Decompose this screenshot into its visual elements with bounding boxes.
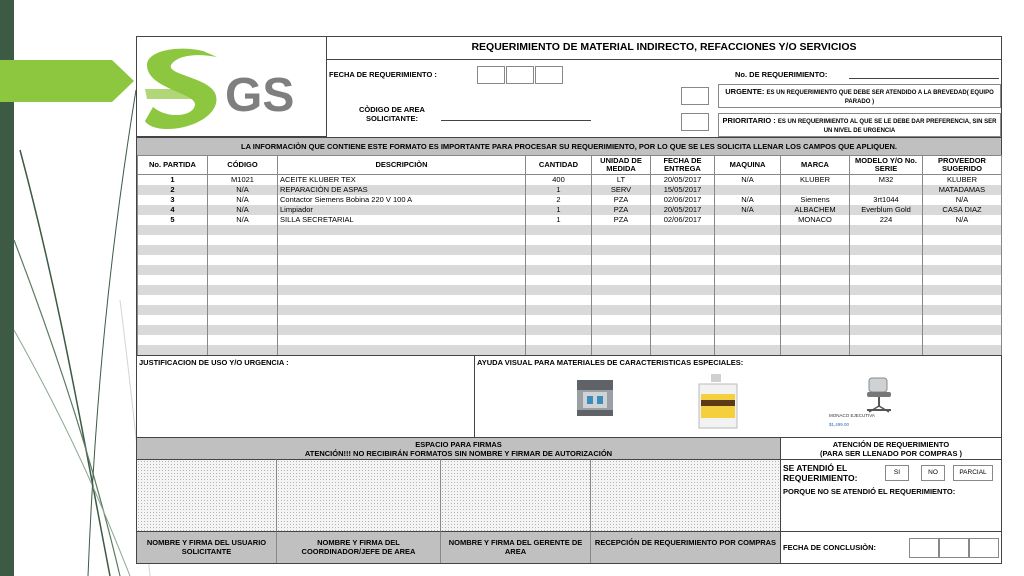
proveedor-cell[interactable]	[923, 235, 1002, 245]
prioritario-desc: ES UN REQUERIMIENTO AL QUE SE LE DEBE DAR PREFERENCIA, SIN SER UN NIVEL DE URGENCIA	[777, 119, 997, 134]
fecha-cell[interactable]	[651, 335, 715, 345]
partida-cell[interactable]	[138, 285, 208, 295]
sig-label-coordinador: NOMBRE Y FIRMA DEL COORDINADOR/JEFE DE AREA	[277, 531, 441, 563]
modelo-cell[interactable]	[850, 285, 923, 295]
partida-cell[interactable]: 3	[138, 195, 208, 205]
descripcion-cell[interactable]	[278, 225, 526, 235]
proveedor-cell[interactable]	[923, 265, 1002, 275]
modelo-cell[interactable]: 224	[850, 215, 923, 225]
option-parcial[interactable]: PARCIAL	[953, 465, 993, 481]
unidad-cell[interactable]	[592, 345, 651, 355]
maquina-cell[interactable]	[715, 315, 781, 325]
maquina-cell[interactable]	[715, 185, 781, 195]
cantidad-cell[interactable]	[526, 335, 592, 345]
maquina-cell[interactable]	[715, 295, 781, 305]
modelo-cell[interactable]	[850, 235, 923, 245]
maquina-cell[interactable]	[715, 275, 781, 285]
unidad-cell[interactable]	[592, 265, 651, 275]
table-row	[138, 205, 1002, 215]
maquina-cell[interactable]	[715, 285, 781, 295]
marca-cell[interactable]: ALBACHEM	[781, 205, 850, 215]
marca-cell[interactable]	[781, 335, 850, 345]
logo-text: GS	[225, 69, 295, 122]
se-atendio-row	[781, 459, 1001, 485]
sig-label-solicitante: NOMBRE Y FIRMA DEL USUARIO SOLICITANTE	[137, 531, 277, 563]
modelo-cell[interactable]	[850, 185, 923, 195]
cantidad-cell[interactable]: 1	[526, 205, 592, 215]
decorative-arrow-tip	[112, 60, 134, 102]
ayuda-visual-label: AYUDA VISUAL PARA MATERIALES DE CARACTERISTICAS ESPECIALES:	[477, 358, 744, 367]
product-price: $1,499.00	[829, 422, 850, 427]
partida-cell[interactable]	[138, 345, 208, 355]
signature-box-solicitante[interactable]	[137, 459, 277, 531]
partida-cell[interactable]	[138, 335, 208, 345]
cantidad-cell[interactable]: 2	[526, 195, 592, 205]
table-row	[138, 235, 1002, 245]
modelo-cell[interactable]	[850, 245, 923, 255]
proveedor-cell[interactable]	[923, 345, 1002, 355]
fecha-cell[interactable]	[651, 235, 715, 245]
requisition-form	[136, 36, 1002, 564]
fecha-cell[interactable]: 02/06/2017	[651, 195, 715, 205]
signature-box-compras[interactable]	[591, 459, 781, 531]
table-row	[138, 285, 1002, 295]
table-row	[138, 225, 1002, 235]
marca-cell[interactable]	[781, 315, 850, 325]
urgente-checkbox[interactable]	[681, 87, 709, 105]
partida-cell[interactable]: 1	[138, 175, 208, 186]
maquina-cell[interactable]	[715, 245, 781, 255]
proveedor-cell[interactable]: N/A	[923, 195, 1002, 205]
codigo-area-input[interactable]	[441, 120, 591, 121]
modelo-cell[interactable]	[850, 325, 923, 335]
codigo-cell[interactable]	[208, 265, 278, 275]
proveedor-cell[interactable]	[923, 325, 1002, 335]
divider	[327, 59, 1001, 60]
unidad-cell[interactable]	[592, 235, 651, 245]
cantidad-cell[interactable]	[526, 295, 592, 305]
descripcion-cell[interactable]	[278, 235, 526, 245]
unidad-cell[interactable]	[592, 225, 651, 235]
firmas-title: ESPACIO PARA FIRMAS	[415, 440, 502, 449]
codigo-cell[interactable]	[208, 255, 278, 265]
table-row	[138, 275, 1002, 285]
urgente-desc: ES UN REQUERIMIENTO QUE DEBE SER ATENDIDO A LA BREVEDAD( EQUIPO PARADO )	[766, 90, 994, 105]
partida-cell[interactable]: 5	[138, 215, 208, 225]
marca-cell[interactable]	[781, 305, 850, 315]
table-row	[138, 265, 1002, 275]
partida-cell[interactable]	[138, 265, 208, 275]
modelo-cell[interactable]	[850, 305, 923, 315]
modelo-cell[interactable]	[850, 315, 923, 325]
descripcion-cell[interactable]	[278, 265, 526, 275]
sig-label-gerente: NOMBRE Y FIRMA DEL GERENTE DE AREA	[441, 531, 591, 563]
form-title: REQUERIMIENTO DE MATERIAL INDIRECTO, REFACCIONES Y/O SERVICIOS	[471, 41, 857, 53]
fecha-cell[interactable]	[651, 315, 715, 325]
partida-cell[interactable]	[138, 245, 208, 255]
atencion-title: ATENCIÓN DE REQUERIMIENTO	[832, 440, 950, 449]
codigo-cell[interactable]	[208, 225, 278, 235]
table-row	[138, 175, 1002, 186]
modelo-cell[interactable]	[850, 255, 923, 265]
conclusion-day-input[interactable]	[909, 538, 939, 558]
justificacion-area[interactable]	[137, 355, 475, 437]
justificacion-label: JUSTIFICACION DE USO Y/O URGENCIA :	[139, 358, 289, 367]
fecha-month-input[interactable]	[506, 66, 534, 84]
logo-cell	[137, 37, 327, 137]
conclusion-year-input[interactable]	[969, 538, 999, 558]
unidad-cell[interactable]	[592, 245, 651, 255]
fecha-cell[interactable]	[651, 285, 715, 295]
prioritario-label: PRIORITARIO :	[722, 116, 776, 125]
partida-cell[interactable]	[138, 275, 208, 285]
proveedor-cell[interactable]: KLUBER	[923, 175, 1002, 186]
proveedor-cell[interactable]	[923, 305, 1002, 315]
marca-cell[interactable]	[781, 345, 850, 355]
decorative-arrow	[0, 60, 112, 102]
codigo-area-label: CÒDIGO DE AREA SOLICITANTE:	[359, 105, 425, 123]
codigo-cell[interactable]	[208, 345, 278, 355]
codigo-cell[interactable]	[208, 275, 278, 285]
maquina-cell[interactable]: N/A	[715, 195, 781, 205]
cantidad-cell[interactable]: 1	[526, 185, 592, 195]
fecha-cell[interactable]	[651, 305, 715, 315]
partida-cell[interactable]	[138, 235, 208, 245]
descripcion-cell[interactable]	[278, 255, 526, 265]
descripcion-cell[interactable]	[278, 345, 526, 355]
fecha-conclusion-row	[781, 531, 1001, 563]
office-chair-image	[857, 374, 903, 414]
unidad-cell[interactable]	[592, 335, 651, 345]
cantidad-cell[interactable]	[526, 265, 592, 275]
cleaner-bottle-image	[693, 372, 743, 432]
modelo-cell[interactable]	[850, 225, 923, 235]
fecha-cell[interactable]	[651, 325, 715, 335]
fecha-day-input[interactable]	[477, 66, 505, 84]
col-header: MODELO Y/O No. SERIE	[850, 156, 923, 175]
conclusion-month-input[interactable]	[939, 538, 969, 558]
maquina-cell[interactable]	[715, 235, 781, 245]
descripcion-cell[interactable]: Contactor Siemens Bobina 220 V 100 A	[278, 195, 526, 205]
marca-cell[interactable]: Siemens	[781, 195, 850, 205]
cantidad-cell[interactable]	[526, 305, 592, 315]
option-no[interactable]: NO	[921, 465, 945, 481]
descripcion-cell[interactable]	[278, 315, 526, 325]
descripcion-cell[interactable]: SILLA SECRETARIAL	[278, 215, 526, 225]
fecha-cell[interactable]: 20/05/2017	[651, 205, 715, 215]
prioritario-box	[718, 113, 1001, 137]
fecha-cell[interactable]	[651, 295, 715, 305]
partida-cell[interactable]: 2	[138, 185, 208, 195]
marca-cell[interactable]: MONACO	[781, 215, 850, 225]
codigo-cell[interactable]: N/A	[208, 215, 278, 225]
descripcion-cell[interactable]: Limpiador	[278, 205, 526, 215]
codigo-cell[interactable]: N/A	[208, 185, 278, 195]
partida-cell[interactable]	[138, 315, 208, 325]
fecha-cell[interactable]	[651, 225, 715, 235]
maquina-cell[interactable]: N/A	[715, 205, 781, 215]
col-header: No. PARTIDA	[138, 156, 208, 175]
fecha-cell[interactable]	[651, 345, 715, 355]
ayuda-visual-area	[475, 355, 1001, 437]
codigo-cell[interactable]	[208, 315, 278, 325]
cantidad-cell[interactable]	[526, 345, 592, 355]
cantidad-cell[interactable]: 400	[526, 175, 592, 186]
partida-cell[interactable]	[138, 305, 208, 315]
unidad-cell[interactable]	[592, 295, 651, 305]
col-header: CANTIDAD	[526, 156, 592, 175]
codigo-cell[interactable]	[208, 325, 278, 335]
codigo-cell[interactable]	[208, 235, 278, 245]
modelo-cell[interactable]: Everblum Gold	[850, 205, 923, 215]
contactor-image	[573, 376, 617, 420]
descripcion-cell[interactable]	[278, 325, 526, 335]
table-row	[138, 345, 1002, 355]
cantidad-cell[interactable]	[526, 235, 592, 245]
table-row	[138, 255, 1002, 265]
unidad-cell[interactable]: PZA	[592, 215, 651, 225]
marca-cell[interactable]	[781, 325, 850, 335]
partida-cell[interactable]	[138, 225, 208, 235]
fecha-conclusion-label: FECHA DE CONCLUSIÒN:	[783, 543, 877, 552]
maquina-cell[interactable]	[715, 225, 781, 235]
unidad-cell[interactable]: LT	[592, 175, 651, 186]
marca-cell[interactable]: KLUBER	[781, 175, 850, 186]
marca-cell[interactable]	[781, 245, 850, 255]
no-requerimiento-label: No. DE REQUERIMIENTO:	[735, 70, 828, 79]
product-caption: MONACO EJECUTIVA	[829, 413, 875, 418]
marca-cell[interactable]	[781, 275, 850, 285]
col-header: FECHA DE ENTREGA	[651, 156, 715, 175]
descripcion-cell[interactable]	[278, 275, 526, 285]
fecha-requerimiento-label: FECHA DE REQUERIMIENTO :	[329, 70, 437, 79]
maquina-cell[interactable]: N/A	[715, 175, 781, 186]
atencion-sub: (PARA SER LLENADO POR COMPRAS )	[819, 449, 963, 458]
col-header: DESCRIPCIÒN	[278, 156, 526, 175]
proveedor-cell[interactable]: MATADAMAS	[923, 185, 1002, 195]
se-atendio-label: SE ATENDIÓ EL REQUERIMIENTO:	[783, 463, 858, 483]
items-table	[137, 155, 1002, 355]
descripcion-cell[interactable]	[278, 305, 526, 315]
modelo-cell[interactable]	[850, 295, 923, 305]
firmas-warning: ATENCIÓN!!! NO RECIBIRÁN FORMATOS SIN NOMBRE Y FIRMAR DE AUTORIZACIÓN	[304, 449, 613, 458]
marca-cell[interactable]	[781, 225, 850, 235]
table-row	[138, 325, 1002, 335]
proveedor-cell[interactable]	[923, 315, 1002, 325]
modelo-cell[interactable]	[850, 345, 923, 355]
unidad-cell[interactable]	[592, 325, 651, 335]
prioritario-checkbox[interactable]	[681, 113, 709, 131]
unidad-cell[interactable]	[592, 315, 651, 325]
maquina-cell[interactable]	[715, 255, 781, 265]
fecha-cell[interactable]	[651, 245, 715, 255]
maquina-cell[interactable]	[715, 305, 781, 315]
fecha-cell[interactable]: 15/05/2017	[651, 185, 715, 195]
proveedor-cell[interactable]	[923, 255, 1002, 265]
urgente-box	[718, 84, 1001, 108]
maquina-cell[interactable]	[715, 335, 781, 345]
descripcion-cell[interactable]	[278, 335, 526, 345]
cantidad-cell[interactable]	[526, 225, 592, 235]
descripcion-cell[interactable]: ACEITE KLUBER TEX	[278, 175, 526, 186]
proveedor-cell[interactable]	[923, 225, 1002, 235]
modelo-cell[interactable]	[850, 265, 923, 275]
unidad-cell[interactable]	[592, 275, 651, 285]
option-si[interactable]: SI	[885, 465, 909, 481]
codigo-cell[interactable]: M1021	[208, 175, 278, 186]
marca-cell[interactable]	[781, 285, 850, 295]
partida-cell[interactable]	[138, 295, 208, 305]
signature-box-gerente[interactable]	[441, 459, 591, 531]
codigo-cell[interactable]	[208, 245, 278, 255]
col-header: MAQUINA	[715, 156, 781, 175]
table-row	[138, 185, 1002, 195]
cantidad-cell[interactable]	[526, 255, 592, 265]
table-row	[138, 195, 1002, 205]
col-header: UNIDAD DE MEDIDA	[592, 156, 651, 175]
fecha-cell[interactable]	[651, 275, 715, 285]
proveedor-cell[interactable]	[923, 285, 1002, 295]
unidad-cell[interactable]: PZA	[592, 195, 651, 205]
table-row	[138, 295, 1002, 305]
cantidad-cell[interactable]	[526, 315, 592, 325]
marca-cell[interactable]	[781, 295, 850, 305]
table-row	[138, 315, 1002, 325]
proveedor-cell[interactable]	[923, 295, 1002, 305]
signature-box-coordinador[interactable]	[277, 459, 441, 531]
unidad-cell[interactable]	[592, 255, 651, 265]
fecha-year-input[interactable]	[535, 66, 563, 84]
cantidad-cell[interactable]	[526, 245, 592, 255]
unidad-cell[interactable]: SERV	[592, 185, 651, 195]
table-header-row	[138, 156, 1002, 175]
fecha-cell[interactable]	[651, 255, 715, 265]
porque-label: PORQUE NO SE ATENDIÓ EL REQUERIMIENTO:	[783, 487, 956, 496]
col-header: MARCA	[781, 156, 850, 175]
cantidad-cell[interactable]	[526, 325, 592, 335]
cantidad-cell[interactable]	[526, 285, 592, 295]
table-row	[138, 335, 1002, 345]
cantidad-cell[interactable]: 1	[526, 215, 592, 225]
codigo-cell[interactable]	[208, 295, 278, 305]
no-requerimiento-input[interactable]	[849, 78, 999, 79]
proveedor-cell[interactable]: CASA DIAZ	[923, 205, 1002, 215]
codigo-cell[interactable]	[208, 305, 278, 315]
col-header: CÓDIGO	[208, 156, 278, 175]
company-logo	[137, 37, 327, 137]
marca-cell[interactable]	[781, 235, 850, 245]
modelo-cell[interactable]: M32	[850, 175, 923, 186]
marca-cell[interactable]	[781, 265, 850, 275]
proveedor-cell[interactable]	[923, 275, 1002, 285]
partida-cell[interactable]: 4	[138, 205, 208, 215]
firmas-header	[137, 437, 781, 459]
info-banner: LA INFORMACIÒN QUE CONTIENE ESTE FORMATO ES IMPORTANTE PARA PROCESAR SU REQUERIMIENTO, POR LO QUE SE LES SOLICITA LLENAR LOS CAMPOS QUE APLIQUEN.	[137, 137, 1001, 155]
fecha-cell[interactable]: 02/06/2017	[651, 215, 715, 225]
descripcion-cell[interactable]	[278, 295, 526, 305]
codigo-cell[interactable]: N/A	[208, 205, 278, 215]
maquina-cell[interactable]	[715, 325, 781, 335]
marca-cell[interactable]	[781, 255, 850, 265]
marca-cell[interactable]	[781, 185, 850, 195]
table-row	[138, 215, 1002, 225]
modelo-cell[interactable]: 3rt1044	[850, 195, 923, 205]
descripcion-cell[interactable]: REPARACIÒN DE ASPAS	[278, 185, 526, 195]
urgente-label: URGENTE:	[725, 87, 765, 96]
proveedor-cell[interactable]	[923, 335, 1002, 345]
proveedor-cell[interactable]	[923, 245, 1002, 255]
modelo-cell[interactable]	[850, 275, 923, 285]
maquina-cell[interactable]	[715, 345, 781, 355]
sig-label-compras: RECEPCIÓN DE REQUERIMIENTO POR COMPRAS	[591, 531, 781, 563]
table-row	[138, 245, 1002, 255]
modelo-cell[interactable]	[850, 335, 923, 345]
unidad-cell[interactable]: PZA	[592, 205, 651, 215]
maquina-cell[interactable]	[715, 215, 781, 225]
unidad-cell[interactable]	[592, 305, 651, 315]
partida-cell[interactable]	[138, 255, 208, 265]
fecha-cell[interactable]	[651, 265, 715, 275]
descripcion-cell[interactable]	[278, 285, 526, 295]
cantidad-cell[interactable]	[526, 275, 592, 285]
partida-cell[interactable]	[138, 325, 208, 335]
fecha-cell[interactable]: 20/05/2017	[651, 175, 715, 186]
maquina-cell[interactable]	[715, 265, 781, 275]
descripcion-cell[interactable]	[278, 245, 526, 255]
proveedor-cell[interactable]: N/A	[923, 215, 1002, 225]
atencion-header	[781, 437, 1001, 459]
table-row	[138, 305, 1002, 315]
codigo-cell[interactable]	[208, 285, 278, 295]
porque-area[interactable]	[781, 485, 1001, 531]
col-header: PROVEEDOR SUGERIDO	[923, 156, 1002, 175]
unidad-cell[interactable]	[592, 285, 651, 295]
codigo-cell[interactable]	[208, 335, 278, 345]
codigo-cell[interactable]: N/A	[208, 195, 278, 205]
